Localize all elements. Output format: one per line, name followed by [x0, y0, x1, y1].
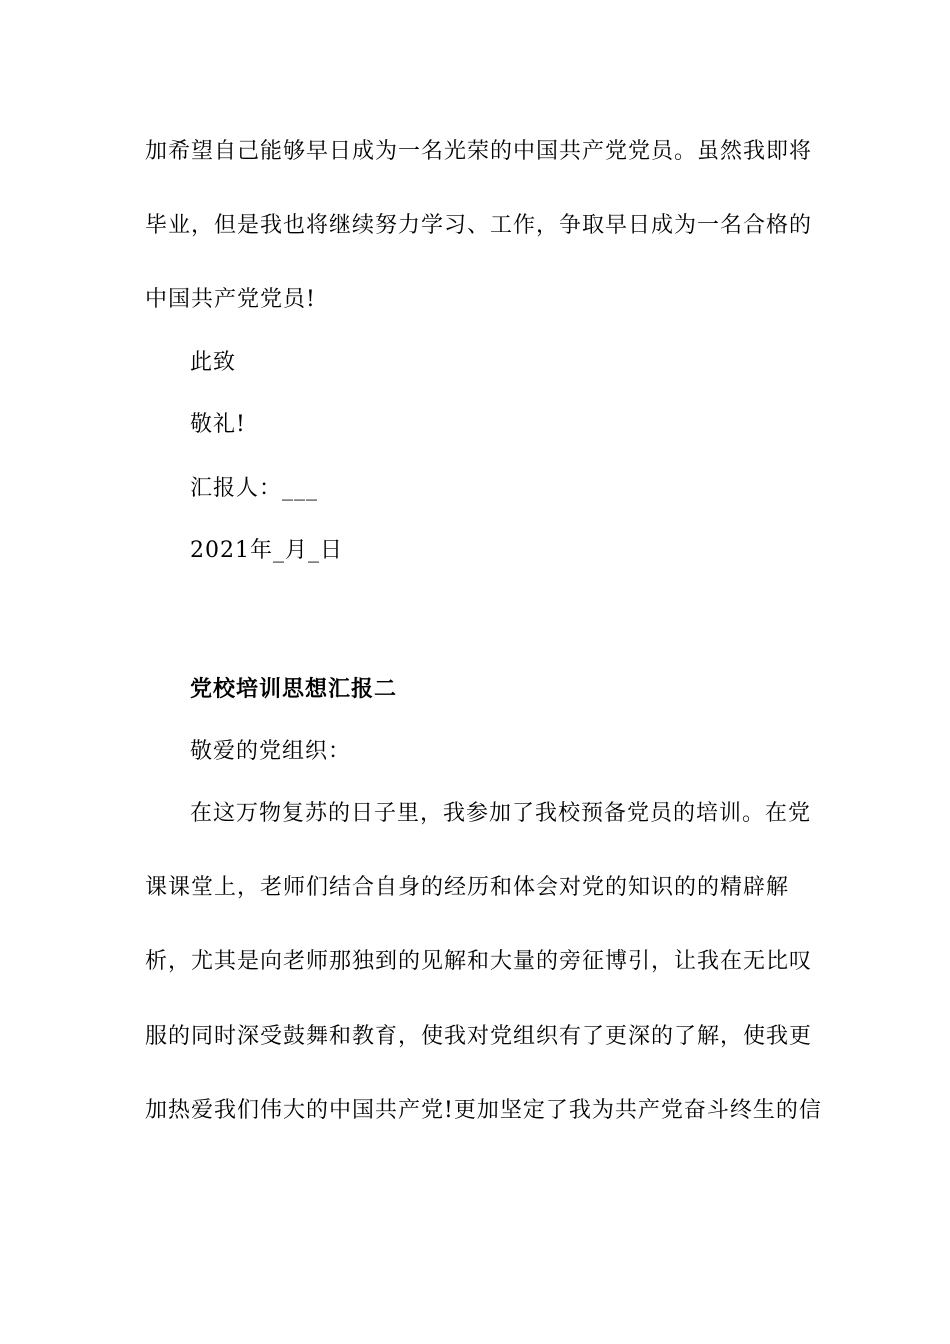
- paragraph-line: 加希望自己能够早日成为一名光荣的中国共产党党员。虽然我即将: [145, 139, 813, 164]
- body-line: 在这万物复苏的日子里，我参加了我校预备党员的培训。在党: [190, 801, 812, 826]
- body-line: 服的同时深受鼓舞和教育，使我对党组织有了更深的了解，使我更: [145, 1024, 813, 1049]
- closing-salutation: 此致: [190, 350, 237, 375]
- reporter-line: 汇报人：___: [190, 476, 319, 501]
- body-line: 加热爱我们伟大的中国共产党!更加坚定了我为共产党奋斗终生的信: [145, 1098, 822, 1123]
- body-line: 析，尤其是向老师那独到的见解和大量的旁征博引，让我在无比叹: [145, 949, 813, 974]
- paragraph-line: 毕业，但是我也将继续努力学习、工作，争取早日成为一名合格的: [145, 213, 813, 238]
- greeting-line: 敬爱的党组织：: [190, 739, 352, 764]
- body-line: 课课堂上，老师们结合自身的经历和体会对党的知识的的精辟解: [145, 875, 790, 900]
- date-line: 2021年_月_日: [190, 538, 343, 563]
- paragraph-line: 中国共产党党员!: [145, 287, 316, 312]
- closing-respect: 敬礼!: [190, 412, 246, 437]
- section-title: 党校培训思想汇报二: [190, 676, 398, 702]
